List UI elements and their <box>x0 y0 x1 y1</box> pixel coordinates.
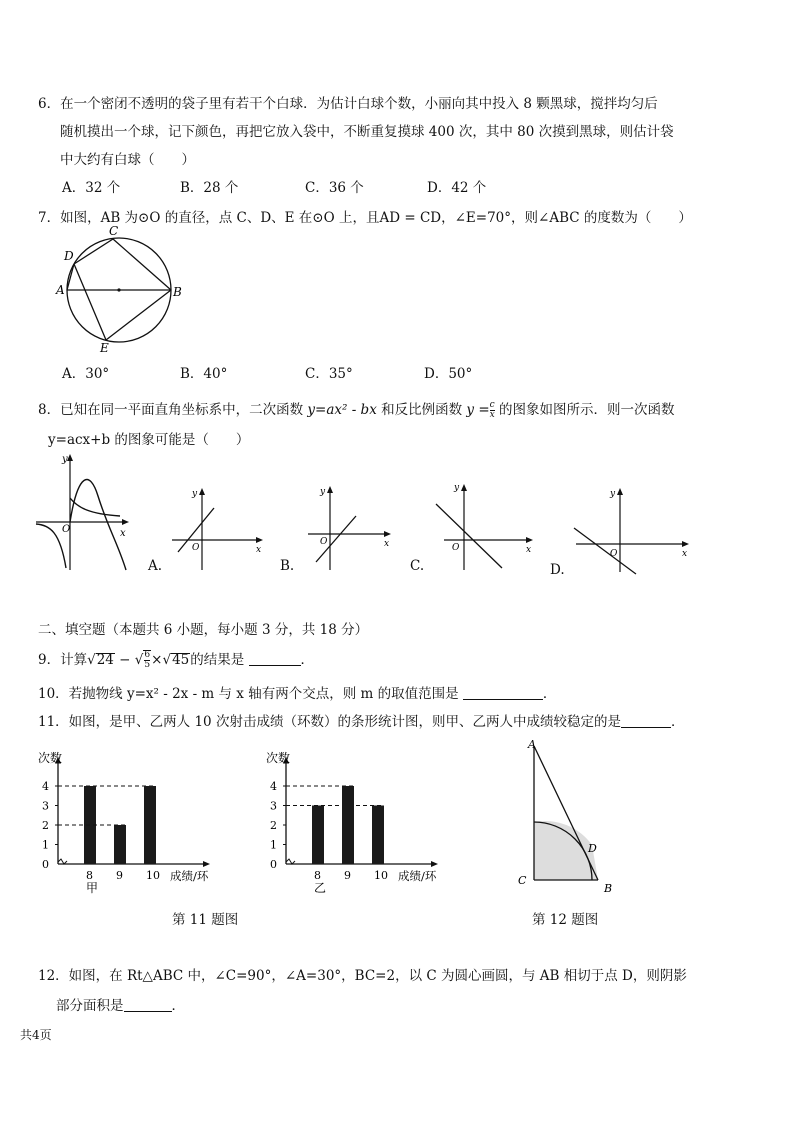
q9-times: × <box>151 652 163 668</box>
q10-text: 10．若抛物线 y=x² - 2x - m 与 x 轴有两个交点，则 m 的取值范围是 <box>38 686 459 702</box>
parabola <box>70 480 126 570</box>
q8-d-x-label: x <box>682 549 688 559</box>
section2-title: 二、填空题（本题共 6 小题，每小题 3 分，共 18 分） <box>38 622 369 638</box>
q8-pre: 8．已知在同一平面直角坐标系中，二次函数 <box>38 402 308 418</box>
q12-line2-text: 部分面积是 <box>56 998 124 1014</box>
q11-line: 11．如图，是甲、乙两人 10 次射击成绩（环数）的条形统计图，则甲、乙两人中成绩较稳定的是 ． <box>38 714 685 730</box>
y-axis-label: 次数 <box>266 751 291 765</box>
q8-option-a-graph <box>170 484 266 574</box>
q8-recip-num: c <box>489 400 495 410</box>
x-axis-arrow <box>431 861 438 867</box>
q6-line2: 随机摸出一个球，记下颜色，再把它放入袋中，不断重复摸球 400 次，其中 80 次摸到黑球，则估计袋 <box>60 124 674 140</box>
hyperbola-right <box>70 498 120 516</box>
q12-line2: 部分面积是 ． <box>56 998 185 1014</box>
page-footer: 共4页 <box>20 1028 52 1042</box>
q8-a-x-label: x <box>256 545 262 555</box>
y-axis-label: 次数 <box>38 751 63 765</box>
q8-main-figure <box>34 452 130 574</box>
x-tick-label: 10 <box>146 869 160 882</box>
fig11-caption: 第 11 题图 <box>172 912 239 928</box>
y-tick-label: 2 <box>42 819 49 832</box>
bar <box>372 806 384 865</box>
q9-radicand-2: 45 <box>172 652 190 668</box>
q12-label-d: D <box>588 842 597 855</box>
q9-fraction <box>144 651 150 670</box>
chart-title: 甲 <box>86 881 99 895</box>
q7-figure <box>52 222 192 354</box>
chart-yi <box>256 750 456 895</box>
q8-recip-y: y = <box>466 402 490 418</box>
q6-line3: 中大约有白球（ ） <box>60 152 195 168</box>
x-axis-arrow <box>203 861 210 867</box>
q7-option-a: A．30° <box>62 366 110 382</box>
q8-quadratic: y=ax² - bx <box>307 402 377 418</box>
x-tick-label: 10 <box>374 869 388 882</box>
q8-option-d-label: D. <box>550 562 565 578</box>
q9-sqrt-sign-2: √ <box>134 652 144 668</box>
fig12-caption: 第 12 题图 <box>532 912 599 928</box>
q9-post: 的结果是 <box>190 652 245 668</box>
q8-d-line <box>574 528 636 574</box>
x-axis-label: 成绩/环 <box>170 869 209 883</box>
q7-text: 7．如图，AB 为⊙O 的直径，点 C、D、E 在⊙O 上，且AD = CD，∠E=70°，则∠ABC 的度数为（ ） <box>38 210 692 226</box>
q8-b-x-label: x <box>384 539 390 549</box>
q6-line1: 6．在一个密闭不透明的袋子里有若干个白球．为估计白球个数，小丽向其中投入 8 颗黑球，搅拌均匀后 <box>38 96 658 112</box>
label-d: D <box>64 249 74 263</box>
y-tick-label: 3 <box>42 799 49 813</box>
x-tick-label: 8 <box>86 869 93 882</box>
y-tick-label: 0 <box>42 858 49 871</box>
q7-option-d: D．50° <box>424 366 473 382</box>
q12-answer-blank[interactable] <box>124 999 172 1012</box>
axis-break <box>58 859 67 864</box>
x-axis-label: 成绩/环 <box>398 869 437 883</box>
chord-de <box>74 264 106 340</box>
q8-option-b-label: B. <box>280 558 295 574</box>
x-tick-label: 9 <box>116 869 123 882</box>
q12-label-b: B <box>604 882 613 895</box>
q9-sqrt-sign-1: √ <box>87 652 96 668</box>
y-tick-label: 1 <box>42 838 49 852</box>
y-tick-label: 4 <box>270 780 277 793</box>
q6-option-d: D．42 个 <box>427 180 487 196</box>
chord-eb <box>106 290 171 340</box>
q9-radicand-1: 24 <box>96 652 114 668</box>
q6-option-a: A．32 个 <box>62 180 121 196</box>
chord-cb <box>113 239 171 290</box>
q8-c-line <box>436 504 502 568</box>
q8-option-a-label: A. <box>148 558 163 574</box>
q9-minus: − <box>114 652 135 668</box>
y-tick-label: 0 <box>270 858 277 871</box>
q8-d-y-label: y <box>610 489 616 499</box>
label-a: A <box>56 283 65 297</box>
label-b: B <box>173 285 182 299</box>
q10-line: 10．若抛物线 y=x² - 2x - m 与 x 轴有两个交点，则 m 的取值范围是 ． <box>38 686 557 702</box>
axis-break <box>286 859 295 864</box>
q8-c-y-label: y <box>454 483 460 493</box>
q11-text: 11．如图，是甲、乙两人 10 次射击成绩（环数）的条形统计图，则甲、乙两人中成绩较稳定的是 <box>38 714 621 730</box>
chart-title: 乙 <box>314 881 327 895</box>
q9-frac-radical <box>143 650 151 670</box>
q8-c-origin: O <box>452 543 460 553</box>
y-tick-label: 1 <box>270 838 277 852</box>
q8-mid: 和反比例函数 <box>376 402 467 418</box>
q9-pre: 9．计算 <box>38 652 88 668</box>
y-tick-label: 4 <box>42 780 49 793</box>
q8-recip-den: x <box>489 410 495 420</box>
x-tick-label: 9 <box>344 869 351 882</box>
q8-option-d-graph <box>570 484 696 576</box>
q7-option-b: B．40° <box>180 366 228 382</box>
q12-label-c: C <box>518 874 527 887</box>
y-tick-label: 2 <box>270 819 277 832</box>
q8-main-origin: O <box>62 524 71 535</box>
bar <box>312 806 324 865</box>
q8-line2: y=acx+b 的图象可能是（ ） <box>48 432 250 448</box>
q8-main-y-label: y <box>62 454 68 465</box>
q6-option-c: C．36 个 <box>305 180 364 196</box>
x-tick-label: 8 <box>314 869 321 882</box>
q12-label-a: A <box>528 738 536 751</box>
center-point <box>117 288 120 291</box>
chord-dc <box>74 239 113 264</box>
q8-line1 <box>38 398 675 420</box>
q8-post: 的图象如图所示．则一次函数 <box>494 402 675 418</box>
q9-frac-den: 5 <box>144 660 151 670</box>
q8-option-b-graph <box>302 482 398 574</box>
label-c: C <box>109 224 119 238</box>
y-tick-label: 3 <box>270 799 277 813</box>
q9-sqrt-sign-3: √ <box>162 652 172 668</box>
bar <box>144 786 156 864</box>
q8-d-origin: O <box>610 549 618 559</box>
q7-option-c: C．35° <box>305 366 353 382</box>
q9-line: 9．计算√24 − √ $\frac{6}{5}$ ×√45的结果是 ． <box>38 650 315 670</box>
q9-answer-blank[interactable] <box>249 653 301 666</box>
label-e: E <box>100 341 109 355</box>
bar <box>114 825 126 864</box>
q8-c-x-label: x <box>526 545 532 555</box>
q11-answer-blank[interactable] <box>621 715 671 728</box>
q8-main-x-label: x <box>120 528 126 539</box>
q8-a-y-label: y <box>192 489 198 499</box>
q6-option-b: B．28 个 <box>180 180 239 196</box>
bar <box>342 786 354 864</box>
q10-answer-blank[interactable] <box>463 687 543 700</box>
q9-frac-num: 6 <box>144 650 151 660</box>
q8-b-y-label: y <box>320 487 326 497</box>
q8-option-c-graph <box>430 480 540 574</box>
chart-jia <box>28 750 228 895</box>
q8-a-origin: O <box>192 543 200 553</box>
q12-figure <box>512 736 622 896</box>
q8-option-c-label: C. <box>410 558 425 574</box>
q8-b-origin: O <box>320 537 328 547</box>
q12-line1: 12．如图，在 Rt△ABC 中，∠C=90°，∠A=30°，BC=2，以 C 为圆心画圆，与 AB 相切于点 D，则阴影 <box>38 968 687 984</box>
